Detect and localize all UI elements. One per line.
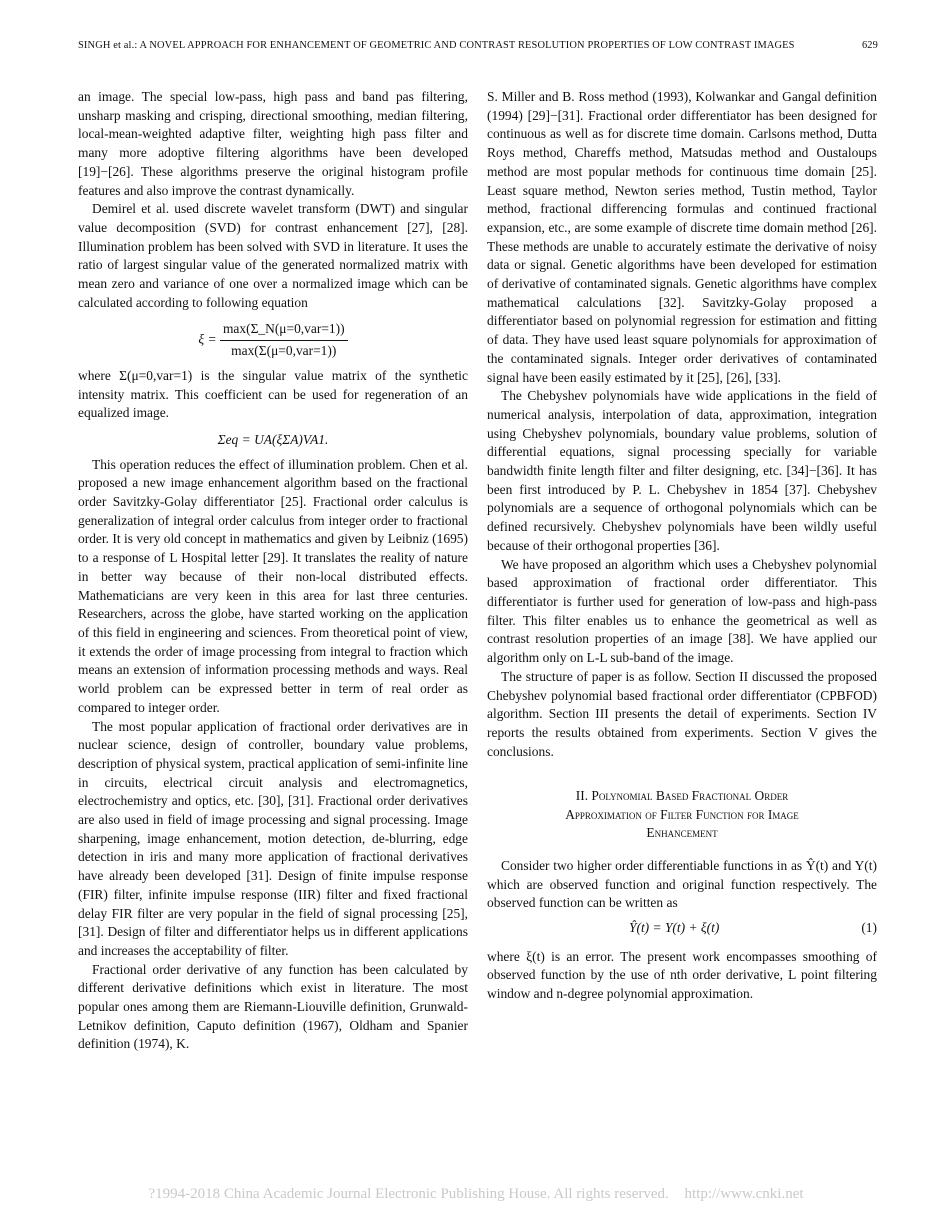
paragraph: Demirel et al. used discrete wavelet transform (DWT) and singular value decomposition (SVD) for contrast enhancement [27], [28]. Illumination problem has been solved with SVD in literature. It uses the ratio of largest singular value of the generated normalized matrix with mean zero and variance of one over a normalized image which can be calculated according to following equation [78,201,468,310]
footer-watermark [0,1186,952,1203]
paragraph: We have proposed an algorithm which uses a Chebyshev polynomial based approximation of fractional order differentiator. This differentiator is further used for generation of low-pass and high-pass filter. This filter enables us to enhance the geometrical as well as contrast resolution properties of an image [38]. We have applied our algorithm only on L-L sub-band of the image. [487,556,877,666]
section-heading-line: Approximation of Filter Function for Image [565,806,799,822]
section-heading [487,787,877,843]
paragraph: Consider two higher order differentiable functions in as Ŷ(t) and Y(t) which are observed function and original function respectively. The observed function can be written as [487,857,877,911]
paragraph: The structure of paper is as follow. Section II discussed the proposed Chebyshev polynomial based fractional order differentiator (CPBFOD) algorithm. Section III presents the detail of experiments. Section IV reports the results obtained from experiments. Section V gives the conclusions. [487,668,877,759]
section-heading-line: II. Polynomial Based Fractional Order [575,788,789,804]
footer-copyright: ?1994-2018 China Academic Journal Electronic Publishing House. All rights reserved. [148,1186,669,1202]
equation-number: (1) [861,919,877,935]
paragraph: where Σ(μ=0,var=1) is the singular value matrix of the synthetic intensity matrix. This coefficient can be used for regeneration of an equalized image. [78,367,468,421]
equation-fraction [220,320,348,360]
paragraph: Fractional order derivative of any function has been calculated by different derivative definitions which exist in literature. The most popular ones among them are Riemann-Liouville definition, Grunwald-Letnikov definition, Caputo definition (1967), Oldham and Spanier definition (1974), K. [78,961,468,1052]
footer-url: http://www.cnki.net [684,1186,804,1202]
equation-lhs: ξ = [198,331,217,347]
paragraph: where ξ(t) is an error. The present work encompasses smoothing of observed function by the use of nth order derivative, L point filtering window and n-degree polynomial approximation. [487,948,877,1002]
equation-denominator: max(Σ(μ=0,var=1)) [231,343,337,359]
section-heading-line: Enhancement [646,825,718,841]
paragraph: S. Miller and B. Ross method (1993), Kolwankar and Gangal definition (1994) [29]−[31]. Fractional order differentiator has been designed for continuous as well as for discrete time domain. Carlsons method, Dutta Roys method, Chareffs method, Matsudas method and Oustaloups method are most popular methods for continuous time domain [25]. Least square method, Newton series method, Tustin method, Taylor method, fractional differencing formulas and continued fractional expansion, etc., are some example of discrete time domain method [26]. These methods are unable to accurately estimate the derivative of noisy data or signal. Genetic algorithms have been developed for estimation of derivative of contaminated signals. Genetic algorithms have complex mathematical calculations [32]. Savitzky-Golay proposed a differentiator based on polynomial regression for estimation and fitting of data. They have used least square polynomials for approximation of the contaminated signals. Integer order derivatives of contaminated signal have been easily estimated by it [25], [26], [33]. [487,89,877,385]
running-header [78,40,878,51]
paragraph: an image. The special low-pass, high pass and band pas filtering, unsharp masking and crisping, directional smoothing, median filtering, local-mean-weighted adaptive filter, weighting high pass filter and many more adoptive filtering algorithms have been developed [19]−[26]. These algorithms preserve the original histogram profile features and also improve the contrast dynamically. [78,89,468,198]
equation-body: Ŷ(t) = Y(t) + ξ(t) [629,919,720,935]
page-number: 629 [861,40,878,51]
right-column [487,88,877,1004]
paragraph: The Chebyshev polynomials have wide applications in the field of numerical analysis, interpolation of data, approximation, integration using Chebyshev polynomials, boundary value problems, solution of differential equations, signal processing specially for variable bandwidth finite length filter and filter designing, etc. [34]−[36]. It has been first introduced by P. L. Chebyshev in 1854 [37]. Chebyshev polynomials are a sequence of orthogonal polynomials which can be defined recursively. Chebyshev polynomials have been wildly useful because of their orthogonal properties [36]. [487,388,877,553]
left-column [78,88,468,1054]
paragraph: The most popular application of fractional order derivatives are in nuclear science, design of controller, boundary value problems, description of physical system, practical application of semi-infinite line in circuits, electrical circuit analysis and electromagnetics, electrochemistry and optics, etc. [30], [31]. Fractional order derivatives are also used in field of image processing and signal processing. Image sharpening, image enhancement, motion detection, de-blurring, edge detection in iris and many more application of fractional derivatives have already been developed [31]. Design of finite impulse response (FIR) filter, infinite impulse response (IIR) filter and fixed fractional delay FIR filter are very popular in the field of signal processing [25], [31]. Design of filter and differentiator helps us in different applications and increases the acceptability of filter. [78,718,468,958]
paragraph: This operation reduces the effect of illumination problem. Chen et al. proposed a new image enhancement algorithm based on the fractional order Savitzky-Golay differentiator [25]. Fractional order calculus is generalization of integral order calculus from integer order to fractional order. It is very old concept in mathematics and given by Leibniz (1695) to a response of L Hospital letter [29]. It translates the reality of nature in better way because of their non-local distributed effects. Mathematicians are very keen in this area for last three centuries. Researchers, across the globe, have started working on the application of this field in engineering and sciences. From theoretical point of view, it extends the order of image processing from integral to fraction which means an extension of information processing methods and ways. Real world problem can be expressed better in term of real order as compared to integer order. [78,456,468,715]
equation-1 [487,919,877,938]
equation-numerator: max(Σ_N(μ=0,var=1)) [220,320,348,341]
equation-xi [78,320,468,360]
equation-sigma-eq: Σeq = UA(ξΣA)VA1. [217,431,329,447]
running-title: SINGH et al.: A NOVEL APPROACH FOR ENHANCEMENT OF GEOMETRIC AND CONTRAST RESOLUTION PROPERTIES OF LOW CONTRAST IMAGES [78,40,795,51]
